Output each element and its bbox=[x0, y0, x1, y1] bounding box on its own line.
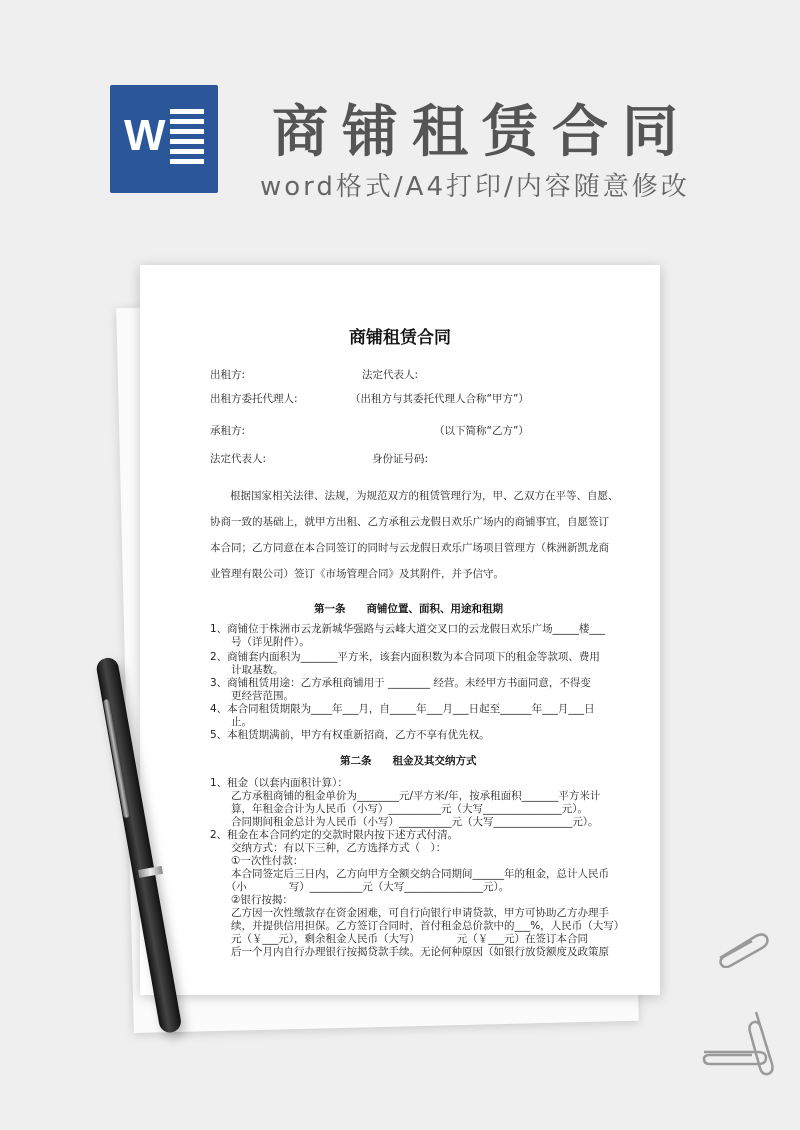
text-line: 本合同签定后三日内，乙方向甲方全额交纳合同期间______年的租金，总计人民币 bbox=[210, 868, 609, 880]
document-title: 商铺租赁合同 bbox=[349, 328, 451, 348]
text-line: 2、租金在本合同约定的交款时限内按下述方式付清。 bbox=[210, 829, 459, 841]
party-a-note: （出租方与其委托代理人合称“甲方”） bbox=[350, 393, 529, 405]
text-line: 乙方承租商铺的租金单价为________元/平方米/年，按承租面积_______平方米计 bbox=[210, 790, 601, 802]
text-line: ②银行按揭： bbox=[210, 894, 293, 906]
party-lessee-rep: 法定代表人: bbox=[210, 453, 267, 465]
document-page bbox=[140, 265, 660, 995]
list-item: 4、本合同租赁期限为____年___月，自_____年___月___日起至______年___月___日 止。 bbox=[210, 703, 595, 728]
text-line: 交纳方式：有以下三种，乙方选择方式（ ）： bbox=[210, 842, 447, 854]
section-2-body bbox=[210, 777, 624, 959]
party-id-number: 身份证号码: bbox=[372, 453, 429, 465]
text-line: 元（￥___元），剩余租金人民币（大写） 元（￥___元）在签订本合同 bbox=[210, 933, 588, 945]
list-item: 5、本租赁期满前，甲方有权重新招商，乙方不享有优先权。 bbox=[210, 729, 490, 741]
preamble bbox=[210, 483, 619, 587]
text-line: 续，并提供信用担保。乙方签订合同时，首付租金总价款中的___%，人民币（大写） bbox=[210, 920, 625, 932]
preamble-line: 根据国家相关法律、法规，为规范双方的租赁管理行为，甲、乙双方在平等、自愿、 bbox=[230, 490, 619, 502]
page-subtitle: word格式/A4打印/内容随意修改 bbox=[260, 172, 690, 202]
document-lines-icon bbox=[170, 109, 204, 169]
party-lessor-agent: 出租方委托代理人: bbox=[210, 393, 298, 405]
list-item: 1、商铺位于株洲市云龙新城华强路与云峰大道交叉口的云龙假日欢乐广场_____楼___ 号（详见附件）。 bbox=[210, 623, 606, 648]
section-2-heading: 第二条 租金及其交纳方式 bbox=[340, 755, 477, 767]
text-line: （小 写）__________元（大写_______________元）。 bbox=[210, 881, 510, 893]
text-line: 后一个月内自行办理银行按揭贷款手续。无论何种原因（如银行放贷额度及政策原 bbox=[210, 946, 609, 958]
party-b-note: （以下简称“乙方”） bbox=[434, 425, 529, 437]
text-line: 合同期间租金总计为人民币（小写）__________元（大写_______________元）。 bbox=[210, 816, 599, 828]
text-line: ①一次性付款： bbox=[210, 855, 304, 867]
text-line: 乙方因一次性缴款存在资金困难，可自行向银行申请贷款，甲方可协助乙方办理手 bbox=[210, 907, 609, 919]
paperclip-icon bbox=[712, 928, 772, 968]
word-logo-letter: W bbox=[124, 111, 166, 160]
party-lessor-rep: 法定代表人: bbox=[362, 369, 419, 381]
list-item: 2、商铺套内面积为_______平方米，该套内面积数为本合同项下的租金等款项、费用 计取基数。 bbox=[210, 651, 600, 676]
word-icon bbox=[110, 85, 218, 193]
header bbox=[0, 0, 800, 230]
party-lessor: 出租方: bbox=[210, 369, 246, 381]
party-lessee: 承租方: bbox=[210, 425, 246, 437]
list-item: 3、商铺租赁用途：乙方承租商铺用于 ________ 经营。未经甲方书面同意，不得变 更经营范围。 bbox=[210, 677, 591, 702]
preamble-line: 本合同；乙方同意在本合同签订的同时与云龙假日欢乐广场项目管理方（株洲新凯龙商 bbox=[210, 542, 609, 554]
text-line: 算，年租金合计为人民币（小写）__________元（大写_______________元）。 bbox=[210, 803, 588, 815]
section-1-heading: 第一条 商铺位置、面积、用途和租期 bbox=[314, 603, 503, 615]
preamble-line: 协商一致的基础上，就甲方出租、乙方承租云龙假日欢乐广场内的商铺事宜，自愿签订 bbox=[210, 516, 609, 528]
preamble-line: 业管理有限公司）签订《市场管理合同》及其附件，并予信守。 bbox=[210, 568, 504, 580]
page-title: 商铺租赁合同 bbox=[272, 100, 692, 165]
text-line: 1、租金（以套内面积计算）： bbox=[210, 777, 348, 789]
paperclip-icon bbox=[748, 1008, 782, 1078]
